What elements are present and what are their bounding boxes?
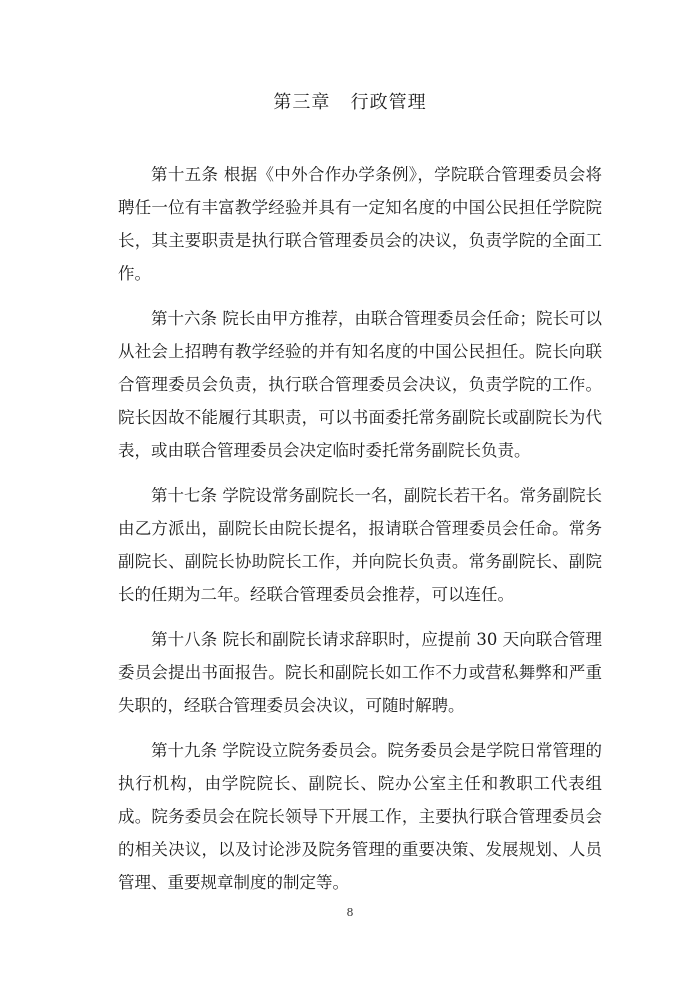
document-body (118, 158, 602, 899)
article-17 (118, 479, 602, 611)
page-number: 8 (346, 906, 354, 919)
article-text: 学院设立院务委员会。院务委员会是学院日常管理的执行机构，由学院院长、副院长、院办公室主任和教职工代表组成。院务委员会在院长领导下开展工作，主要执行联合管理委员会的相关决议，以及讨论涉及院务管理的重要决策、发展规划、人员管理、重要规章制度的制定等。 (118, 741, 603, 892)
chapter-title: 第三章 行政管理 (273, 92, 427, 113)
article-text: 学院设常务副院长一名，副院长若干名。常务副院长由乙方派出，副院长由院长提名，报请联合管理委员会任命。常务副院长、副院长协助院长工作，并向院长负责。常务副院长、副院长的任期为二年。经联合管理委员会推荐，可以连任。 (118, 486, 603, 604)
article-16 (118, 302, 602, 467)
article-number: 第十五条 (151, 165, 219, 184)
article-text: 院长由甲方推荐，由联合管理委员会任命；院长可以从社会上招聘有教学经验的并有知名度的中国公民担任。院长向联合管理委员会负责，执行联合管理委员会决议，负责学院的工作。院长因故不能履行其职责，可以书面委托常务副院长或副院长为代表，或由联合管理委员会决定临时委托常务副院长负责。 (118, 309, 603, 460)
article-number: 第十九条 (151, 741, 218, 760)
article-text: 院长和副院长请求辞职时，应提前 30 天向联合管理委员会提出书面报告。院长和副院长如工作不力或营私舞弊和严重失职的，经联合管理委员会决议，可随时解聘。 (118, 630, 602, 715)
article-number: 第十七条 (151, 486, 218, 505)
article-15 (118, 158, 602, 290)
article-19 (118, 734, 602, 899)
article-number: 第十六条 (151, 309, 218, 328)
article-number: 第十八条 (151, 630, 218, 649)
article-18 (118, 623, 602, 722)
article-text: 根据《中外合作办学条例》，学院联合管理委员会将聘任一位有丰富教学经验并具有一定知名度的中国公民担任学院院长，其主要职责是执行联合管理委员会的决议，负责学院的全面工作。 (118, 165, 603, 283)
